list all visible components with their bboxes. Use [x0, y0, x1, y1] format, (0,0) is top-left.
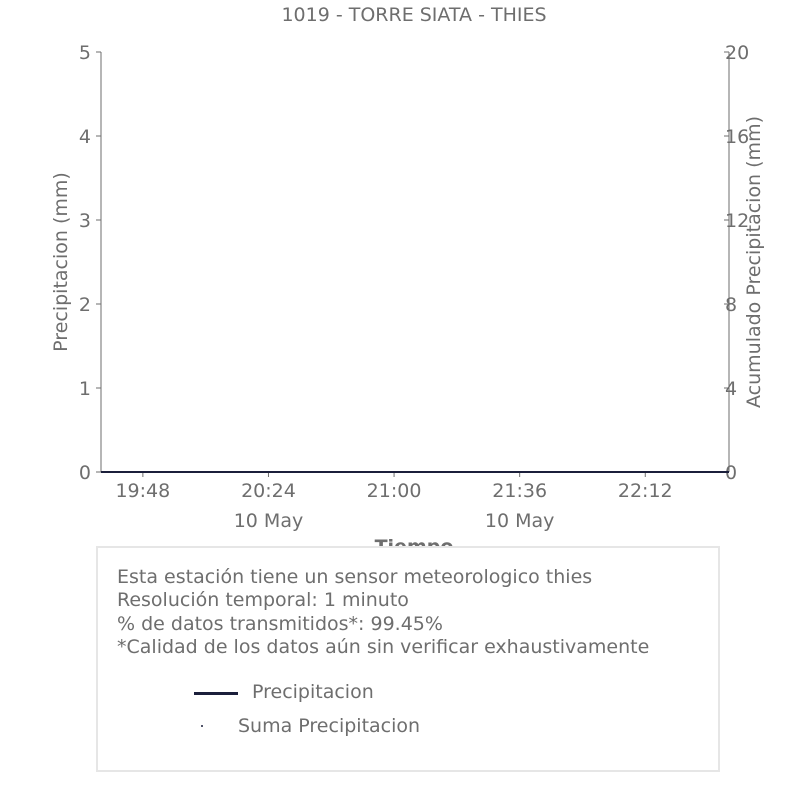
y2-tick-label: 16	[725, 126, 750, 148]
x-tick-label: 19:48	[115, 480, 171, 502]
legend-label: Precipitacion	[252, 681, 374, 703]
y-axis-label: Precipitacion (mm)	[50, 172, 72, 352]
info-line-resolution: Resolución temporal: 1 minuto	[117, 589, 409, 612]
x-date-label: 10 May	[233, 510, 304, 532]
chart-axes	[79, 42, 749, 532]
y-tick-label: 1	[78, 378, 91, 400]
y-tick-label: 4	[78, 126, 91, 148]
y2-tick-label: 20	[725, 42, 750, 64]
info-text	[117, 566, 649, 659]
legend-label: Suma Precipitacion	[238, 715, 421, 737]
info-line-transmitted: % de datos transmitidos*: 99.45%	[117, 612, 443, 635]
x-tick-label: 22:12	[617, 480, 673, 502]
x-tick-label: 20:24	[241, 480, 296, 502]
y2-tick-label: 4	[725, 378, 738, 400]
info-line-sensor: Esta estación tiene un sensor meteorologico thies	[117, 566, 593, 588]
y-tick-label: 3	[78, 210, 91, 232]
y-tick-label: 2	[78, 294, 91, 316]
chart-title: 1019 - TORRE SIATA - THIES	[281, 4, 547, 26]
x-tick-label: 21:36	[492, 480, 548, 502]
y2-tick-label: 12	[725, 210, 750, 232]
legend-item-suma-precipitacion	[238, 714, 420, 738]
y2-axis-label: Acumulado Precipitacion (mm)	[743, 116, 765, 408]
legend-dot-icon	[201, 725, 203, 727]
y-tick-label: 5	[78, 42, 91, 64]
info-line-quality: *Calidad de los datos aún sin verificar exhaustivamente	[117, 635, 650, 658]
y2-tick-label: 0	[725, 462, 738, 484]
y-tick-label: 0	[78, 462, 91, 484]
x-date-label: 10 May	[484, 510, 555, 532]
legend-line-icon	[194, 692, 238, 695]
y2-tick-label: 8	[725, 294, 738, 316]
info-box	[96, 546, 720, 772]
legend-item-precipitacion	[252, 680, 374, 704]
x-tick-label: 21:00	[366, 480, 422, 502]
